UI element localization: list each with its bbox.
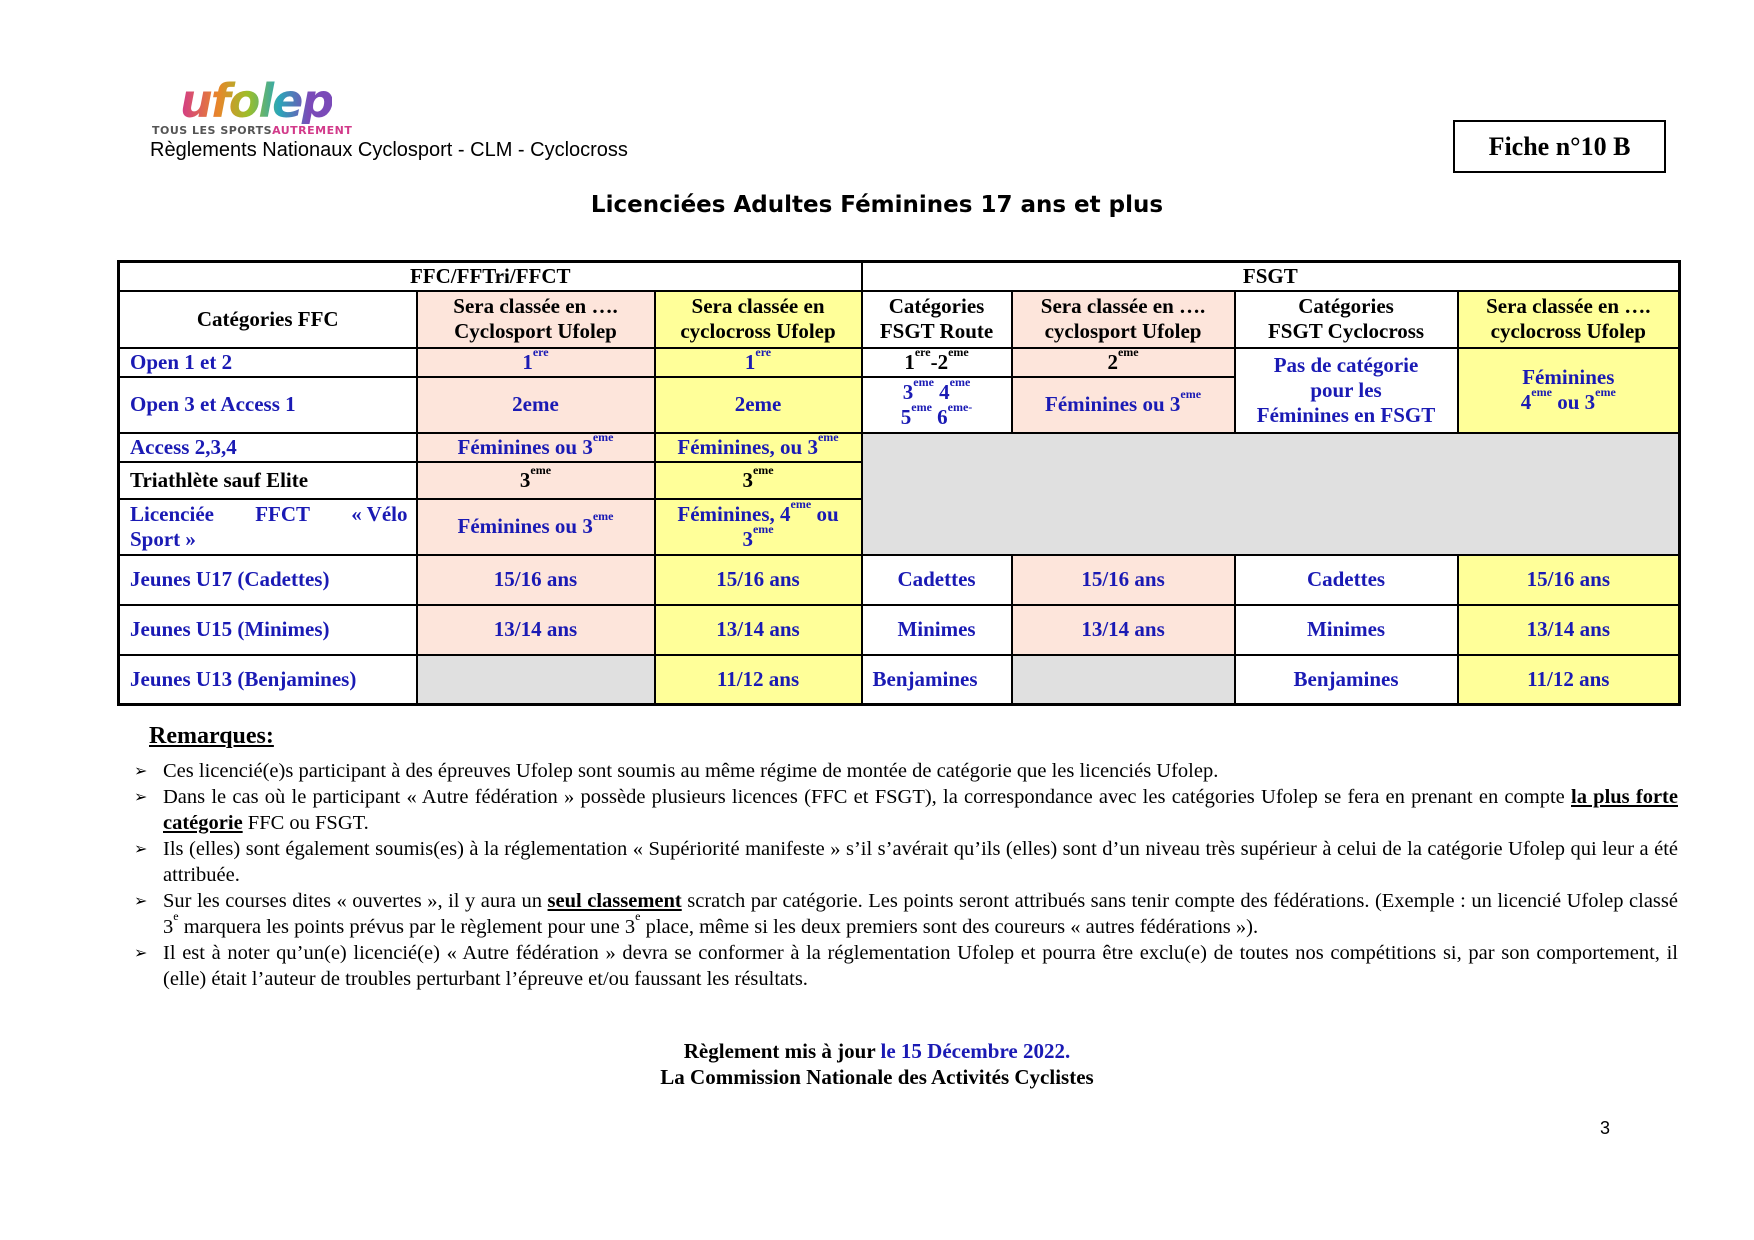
table-row	[119, 555, 1680, 605]
cell-value: 3eme	[417, 462, 655, 499]
header-fsgt-cyclocross-ufolep: Sera classée en …. cyclocross Ufolep	[1458, 291, 1680, 348]
cell-value: 15/16 ans	[1458, 555, 1680, 605]
list-item: ➢ Ces licencié(e)s participant à des épreuves Ufolep sont soumis au même régime de montée de catégorie que les licenciés Ufolep.	[134, 760, 1219, 782]
cell-value: 13/14 ans	[1012, 605, 1235, 655]
cell-value: Féminines, ou 3eme	[655, 433, 862, 462]
group-ffc-header: FFC/FFTri/FFCT	[119, 262, 862, 291]
remarks-list	[132, 758, 1678, 992]
row-category: Open 3 et Access 1	[119, 377, 417, 433]
cell-value: 13/14 ans	[1458, 605, 1680, 655]
cell-value: Minimes	[862, 605, 1012, 655]
cell-value: Féminines, 4eme ou 3eme	[655, 499, 862, 555]
cell-value: 2eme	[417, 377, 655, 433]
cell-value: 13/14 ans	[655, 605, 862, 655]
cell-value: 3eme 4eme 5eme $6^{eme-}$	[862, 377, 1012, 433]
row-category: Triathlète sauf Elite	[119, 462, 417, 499]
update-note: Règlement mis à jour le 15 Décembre 2022.	[683, 1039, 1071, 1063]
fiche-number-box: Fiche n°10 B	[1453, 120, 1666, 173]
category-table	[117, 260, 1681, 706]
group-fsgt-header: FSGT	[862, 262, 1680, 291]
arrow-bullet-icon: ➢	[134, 761, 148, 780]
cell-value: 11/12 ans	[1458, 655, 1680, 705]
cell-value: Féminines ou 3eme	[417, 433, 655, 462]
row-category: Jeunes U17 (Cadettes)	[119, 555, 417, 605]
row-category: Jeunes U15 (Minimes)	[119, 605, 417, 655]
header-cat-ffc: Catégories FFC	[119, 291, 417, 348]
cell-value: 15/16 ans	[655, 555, 862, 605]
cell-value: Benjamines	[1235, 655, 1458, 705]
arrow-bullet-icon: ➢	[134, 891, 148, 910]
list-item: ➢ Dans le cas où le participant « Autre fédération » possède plusieurs licences (FFC et FSGT), la correspondance avec les catégories Ufolep se fera en prenant en compte la plus forte catégorie FFC ou FSGT.	[134, 786, 1678, 834]
cell-value: Benjamines	[862, 655, 1012, 705]
table-row	[119, 348, 1680, 377]
cell-value: 2eme	[655, 377, 862, 433]
cell-value: Minimes	[1235, 605, 1458, 655]
row-category: Licenciée FFCT « Vélo Sport »	[119, 499, 417, 555]
header-fsgt-route: Catégories FSGT Route	[862, 291, 1012, 348]
cell-value: 3eme	[655, 462, 862, 499]
arrow-bullet-icon: ➢	[134, 787, 148, 806]
grey-empty-block	[862, 433, 1680, 555]
arrow-bullet-icon: ➢	[134, 943, 148, 962]
column-header-row	[119, 291, 1680, 348]
cell-value: Cadettes	[1235, 555, 1458, 605]
cell-value: Féminines ou 3eme	[1012, 377, 1235, 433]
cell-value: 1ere	[417, 348, 655, 377]
page-title: Licenciées Adultes Féminines 17 ans et plus	[590, 192, 1164, 218]
ufolep-logo	[150, 74, 390, 140]
document-subtitle: Règlements Nationaux Cyclosport - CLM - Cyclocross	[150, 139, 628, 161]
cell-value: 2eme	[1012, 348, 1235, 377]
table-row	[119, 605, 1680, 655]
header-fsgt-cyclocross: Catégories FSGT Cyclocross	[1235, 291, 1458, 348]
cell-value: 15/16 ans	[1012, 555, 1235, 605]
group-header-row	[119, 262, 1680, 291]
header-cyclosport-ufolep: Sera classée en …. Cyclosport Ufolep	[417, 291, 655, 348]
list-item: ➢ Il est à noter qu’un(e) licencié(e) « Autre fédération » devra se conformer à la réglementation Ufolep et pourra être exclu(e) de toutes nos compétitions si, par son comportement, il (elle) était l’auteur de troubles perturbant l’épreuve et/ou faussant les résultats.	[134, 942, 1678, 990]
cell-empty	[417, 655, 655, 705]
cell-value: 13/14 ans	[417, 605, 655, 655]
cell-value: 11/12 ans	[655, 655, 862, 705]
list-item: ➢ Ils (elles) sont également soumis(es) à la réglementation « Supériorité manifeste » s’il s’avérait qu’ils (elles) sont d’un niveau très supérieur à celui de la catégorie Ufolep qui leur a été attribuée.	[134, 838, 1678, 886]
row-category: Jeunes U13 (Benjamines)	[119, 655, 417, 705]
cell-empty	[1012, 655, 1235, 705]
cell-value: Féminines ou 3eme	[417, 499, 655, 555]
remarks-title: Remarques:	[149, 723, 274, 749]
row-category: Open 1 et 2	[119, 348, 417, 377]
cell-value: 15/16 ans	[417, 555, 655, 605]
cell-value: 1ere	[655, 348, 862, 377]
logo-wordmark: ufolep	[180, 74, 333, 128]
arrow-bullet-icon: ➢	[134, 839, 148, 858]
page-number: 3	[1600, 1118, 1611, 1138]
commission-signature: La Commission Nationale des Activités Cyclistes	[660, 1065, 1094, 1089]
cell-value: 1ere-2eme	[862, 348, 1012, 377]
cell-value: Cadettes	[862, 555, 1012, 605]
cell-fsgt-cx-feminines: Féminines 4eme ou 3eme	[1458, 348, 1680, 433]
cell-fsgt-no-category: Pas de catégorie pour les Féminines en FSGT	[1235, 348, 1458, 433]
header-cyclocross-ufolep: Sera classée en cyclocross Ufolep	[655, 291, 862, 348]
row-category: Access 2,3,4	[119, 433, 417, 462]
logo-tagline: TOUS LES SPORTSAUTREMENT	[152, 124, 353, 137]
table-row	[119, 433, 1680, 462]
list-item: ➢ Sur les courses dites « ouvertes », il y aura un seul classement scratch par catégorie. Les points seront attribués sans tenir compte des fédérations. (Exemple : un licencié Ufolep classé 3e marquera les points prévus par le règlement pour une 3e place, même si les deux premiers sont des coureurs « autres fédérations »).	[134, 890, 1678, 938]
table-row	[119, 655, 1680, 705]
header-fsgt-cyclosport-ufolep: Sera classée en …. cyclosport Ufolep	[1012, 291, 1235, 348]
